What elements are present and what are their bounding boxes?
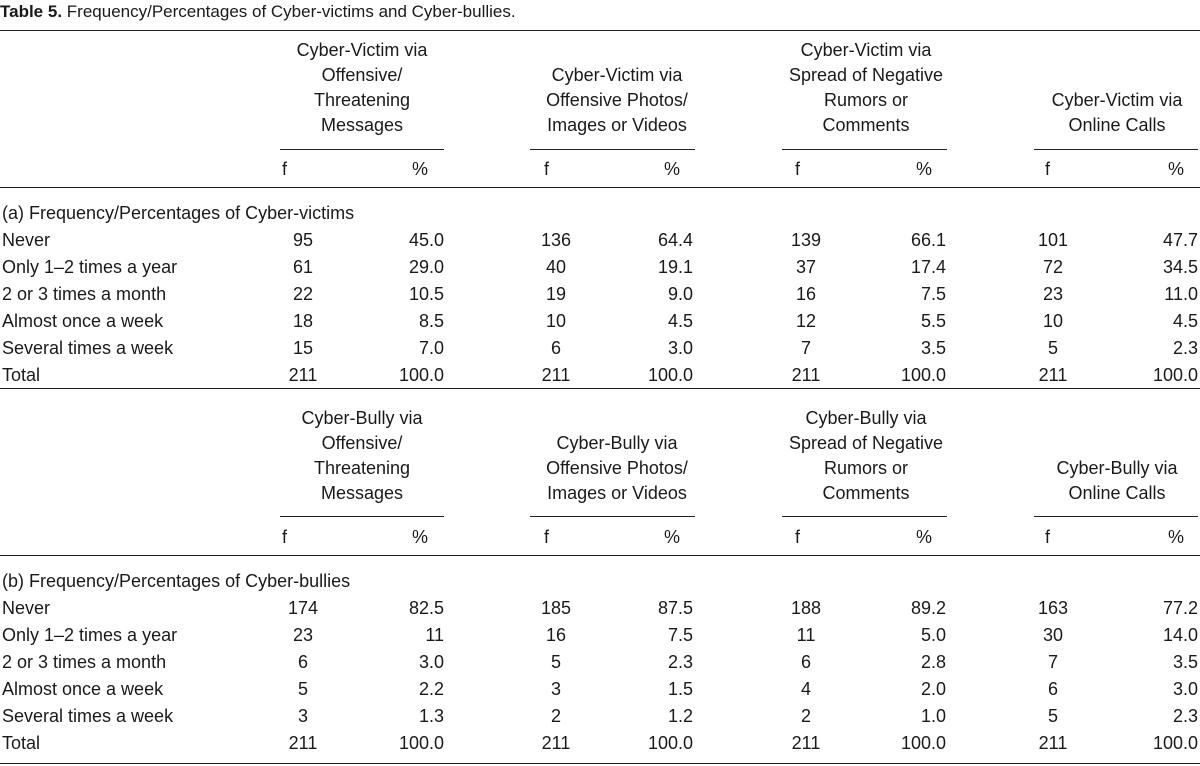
frequency-cell: 136 [540,230,572,250]
frequency-cell: 72 [1042,257,1064,277]
table-row [0,703,1200,730]
percent-column-header: % [412,159,429,179]
percentage-cell: 3.5 [1172,652,1198,672]
percent-column-header: % [664,159,681,179]
group-underline [1034,149,1198,150]
frequency-cell: 6 [1047,679,1058,699]
group-underline [530,516,695,517]
f-column-header: f [282,527,288,547]
percentage-cell: 7.5 [667,625,693,645]
frequency-cell: 7 [1047,652,1058,672]
group-underline [782,516,947,517]
bottom-rule [0,763,1200,764]
percentage-cell: 3.0 [418,652,444,672]
frequency-cell: 163 [1037,598,1069,618]
f-column-header: f [795,159,801,179]
percentage-cell: 100.0 [1152,733,1198,753]
frequency-cell: 211 [541,733,571,753]
percentage-cell: 29.0 [408,257,444,277]
f-column-header: f [544,527,550,547]
group-underline [280,516,444,517]
row-label: Total [2,733,41,753]
percentage-cell: 87.5 [657,598,693,618]
row-label: Several times a week [2,338,174,358]
row-label: Almost once a week [2,679,164,699]
group-header-line: Cyber-Victim via [551,65,683,85]
percentage-cell: 5.5 [920,311,946,331]
frequency-cell: 16 [545,625,567,645]
percentage-cell: 47.7 [1162,230,1198,250]
percentage-cell: 8.5 [418,311,444,331]
row-label: 2 or 3 times a month [2,284,167,304]
group-header [232,398,492,506]
frequency-cell: 211 [1038,365,1068,385]
section-divider-rule [0,388,1200,389]
frequency-cell: 3 [550,679,561,699]
group-header [987,32,1200,138]
percent-column-header: % [412,527,429,547]
f-column-header: f [1045,159,1051,179]
percentage-cell: 100.0 [398,365,444,385]
percentage-cell: 7.5 [920,284,946,304]
percentage-cell: 100.0 [900,365,946,385]
percent-column-header: % [1168,527,1185,547]
f-column-header: f [1045,527,1051,547]
group-header-line: Spread of Negative [788,65,944,85]
percentage-cell: 2.2 [418,679,444,699]
group-underline [280,149,444,150]
frequency-cell: 19 [545,284,567,304]
header-bottom-rule [0,187,1200,188]
percentage-cell: 2.8 [920,652,946,672]
frequency-cell: 95 [292,230,314,250]
row-label: 2 or 3 times a month [2,652,167,672]
percentage-cell: 10.5 [408,284,444,304]
frequency-cell: 211 [1038,733,1068,753]
group-header-line: Online Calls [1068,115,1166,135]
section-title-victims: (a) Frequency/Percentages of Cyber-victims [2,203,355,223]
percentage-cell: 2.3 [667,652,693,672]
row-label: Only 1–2 times a year [2,625,178,645]
table-label: Table 5. [0,2,63,21]
percentage-cell: 1.3 [418,706,444,726]
frequency-cell: 10 [1042,311,1064,331]
frequency-cell: 7 [800,338,811,358]
table-row [0,622,1200,649]
percent-column-header: % [1168,159,1185,179]
frequency-cell: 174 [287,598,319,618]
table-caption-text: Frequency/Percentages of Cyber-victims and Cyber-bullies. [66,2,516,21]
group-underline [530,149,695,150]
group-header-line: Cyber-Bully via [556,433,678,453]
table-row [0,254,1200,281]
frequency-cell: 6 [550,338,561,358]
frequency-cell: 4 [800,679,811,699]
f-column-header: f [282,159,288,179]
percentage-cell: 2.3 [1172,706,1198,726]
table-row [0,308,1200,335]
frequency-cell: 18 [292,311,314,331]
percentage-cell: 64.4 [657,230,693,250]
frequency-cell: 5 [297,679,308,699]
frequency-cell: 15 [292,338,314,358]
frequency-cell: 22 [292,284,314,304]
group-header-line: Rumors or [823,90,908,110]
row-label: Only 1–2 times a year [2,257,178,277]
group-header-line: Messages [320,483,404,503]
table-row [0,730,1200,757]
frequency-cell: 3 [297,706,308,726]
percentage-cell: 5.0 [920,625,946,645]
frequency-cell: 188 [790,598,822,618]
percentage-cell: 11.0 [1164,284,1198,304]
group-header-line: Offensive/ [321,65,403,85]
percentage-cell: 9.0 [667,284,693,304]
frequency-cell: 5 [1047,338,1058,358]
group-header [736,398,996,506]
percentage-cell: 100.0 [900,733,946,753]
group-header-line: Threatening [313,458,411,478]
percentage-cell: 19.1 [657,257,693,277]
section-title-bullies: (b) Frequency/Percentages of Cyber-bullies [2,571,351,591]
f-column-header: f [544,159,550,179]
row-label: Almost once a week [2,311,164,331]
group-header-line: Images or Videos [547,483,687,503]
row-label: Never [2,598,51,618]
percentage-cell: 14.0 [1162,625,1198,645]
percent-column-header: % [916,527,933,547]
frequency-cell: 37 [795,257,817,277]
percentage-cell: 66.1 [910,230,946,250]
percentage-cell: 7.0 [418,338,444,358]
percentage-cell: 100.0 [647,733,693,753]
frequency-cell: 61 [292,257,314,277]
frequency-cell: 16 [795,284,817,304]
group-header-line: Comments [822,115,910,135]
group-header-line: Rumors or [823,458,908,478]
frequency-cell: 11 [796,625,816,645]
percentage-cell: 4.5 [667,311,693,331]
percentage-cell: 11 [425,625,444,645]
table-caption [0,0,1200,26]
percent-column-header: % [916,159,933,179]
percentage-cell: 100.0 [398,733,444,753]
row-label: Several times a week [2,706,174,726]
group-header-line: Images or Videos [547,115,687,135]
group-underline [1034,516,1198,517]
group-header-line: Offensive/ [321,433,403,453]
frequency-cell: 211 [791,733,821,753]
frequency-cell: 101 [1037,230,1069,250]
percentage-cell: 1.5 [667,679,693,699]
percentage-cell: 100.0 [1152,365,1198,385]
frequency-cell: 23 [292,625,314,645]
group-header-line: Comments [822,483,910,503]
percent-column-header: % [664,527,681,547]
row-label: Total [2,365,41,385]
percentage-cell: 4.5 [1172,311,1198,331]
row-label: Never [2,230,51,250]
frequency-cell: 185 [540,598,572,618]
f-column-header: f [795,527,801,547]
frequency-cell: 2 [550,706,561,726]
table-row [0,281,1200,308]
percentage-cell: 17.4 [910,257,946,277]
percentage-cell: 3.0 [1172,679,1198,699]
percentage-cell: 1.2 [667,706,693,726]
table-row [0,362,1200,389]
frequency-cell: 5 [1047,706,1058,726]
percentage-cell: 1.0 [920,706,946,726]
group-header-line: Threatening [313,90,411,110]
percentage-cell: 82.5 [408,598,444,618]
group-header-line: Cyber-Bully via [1056,458,1178,478]
percentage-cell: 77.2 [1162,598,1198,618]
percentage-cell: 3.5 [920,338,946,358]
group-underline [782,149,947,150]
group-header-line: Cyber-Bully via [301,408,423,428]
group-header-line: Messages [320,115,404,135]
frequency-cell: 12 [795,311,817,331]
group-header [987,398,1200,506]
percentage-cell: 3.0 [667,338,693,358]
frequency-cell: 40 [545,257,567,277]
top-rule [0,30,1200,31]
frequency-cell: 211 [541,365,571,385]
header-bottom-rule [0,555,1200,556]
percentage-cell: 2.3 [1172,338,1198,358]
group-header-line: Cyber-Victim via [800,40,932,60]
table-row [0,335,1200,362]
group-header-line: Cyber-Victim via [1051,90,1183,110]
group-header-line: Offensive Photos/ [546,458,688,478]
frequency-cell: 5 [550,652,561,672]
table-row [0,595,1200,622]
group-header [487,398,747,506]
percentage-cell: 2.0 [920,679,946,699]
group-header-line: Online Calls [1068,483,1166,503]
group-header [232,32,492,138]
percentage-cell: 89.2 [910,598,946,618]
frequency-cell: 30 [1042,625,1064,645]
group-header-line: Cyber-Victim via [296,40,428,60]
group-header [487,32,747,138]
frequency-cell: 2 [800,706,811,726]
group-header-line: Offensive Photos/ [546,90,688,110]
table-row [0,649,1200,676]
frequency-cell: 23 [1042,284,1064,304]
frequency-cell: 6 [800,652,811,672]
group-header-line: Cyber-Bully via [805,408,927,428]
frequency-cell: 211 [288,365,318,385]
table-row [0,227,1200,254]
group-header [736,32,996,138]
frequency-cell: 6 [297,652,308,672]
percentage-cell: 100.0 [647,365,693,385]
percentage-cell: 34.5 [1162,257,1198,277]
frequency-cell: 211 [288,733,318,753]
percentage-cell: 45.0 [408,230,444,250]
frequency-cell: 10 [545,311,567,331]
group-header-line: Spread of Negative [788,433,944,453]
table-row [0,676,1200,703]
frequency-cell: 211 [791,365,821,385]
frequency-cell: 139 [790,230,822,250]
